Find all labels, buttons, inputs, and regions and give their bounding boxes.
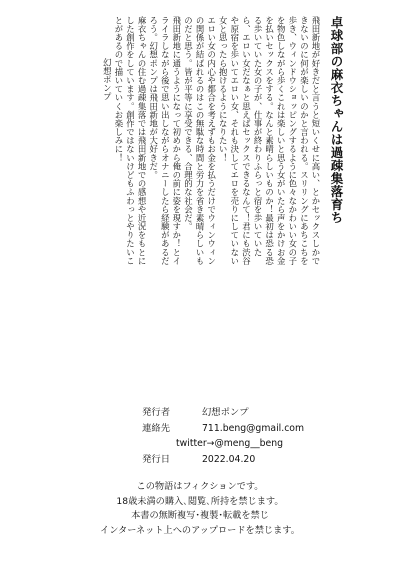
colophon-row-twitter: [0, 436, 400, 452]
afterword-body: [101, 16, 321, 266]
disclaimer: [0, 480, 400, 538]
afterword-signature: 幻想ポンプ: [102, 58, 113, 101]
afterword-paragraph: 麻衣ちゃんの住む過疎集落では飛田新地での感想や近況をもとにした創作をしています。創作ではないけどもふわっとやりたいことがあるので描いていくお楽しみに！: [113, 16, 148, 266]
colophon-row-publisher: [0, 405, 400, 421]
contact-twitter: twitter→@meng__beng: [176, 438, 284, 450]
colophon-row-contact: [0, 421, 400, 437]
disclaimer-line: 本書の無断複写･複製･転載を禁じ: [131, 510, 269, 522]
disclaimer-line: 18歳未満の購入､閲覧､所持を禁じます。: [116, 495, 284, 507]
afterword: [101, 16, 344, 266]
afterword-paragraph: エロい女の内心や都合を考えずもお金を払うだけでウィンウィンの関係が結ばれるのはこの無駄な時間と労力を省き素晴らしいものだと思う。皆が平等に享受できる、合理的な社会だ。: [183, 16, 217, 266]
disclaimer-line: この物語はフィクションです。: [136, 481, 264, 492]
disclaimer-line: インターネット上へのアップロードを禁じます。: [100, 524, 300, 536]
contact-label: 連絡先: [142, 422, 170, 434]
issue-date-value: 2022.04.20: [202, 453, 256, 465]
issue-date-label: 発行日: [142, 453, 170, 465]
contact-email: 711.beng@gmail.com: [202, 422, 305, 434]
colophon-row-date: [0, 452, 400, 468]
afterword-title: 卓球部の麻衣ちゃんは過疎集落育ち: [329, 16, 344, 224]
publisher-label: 発行者: [142, 407, 170, 418]
colophon: [0, 405, 400, 467]
afterword-paragraph: 飛田新地に通うようになって初めから俺の前に姿を現すか！とイライラしながら後で思い出しながらオナニーしたら経験があるだろう。幻想ポンプは飛田新地が大好きだ。: [148, 16, 182, 266]
publisher-value: 幻想ポンプ: [202, 407, 249, 418]
afterword-paragraph: 飛田新地が好きだと言うと短いくせに高い、とかセックスしかできないのに何が楽しいのかと言われる。スリリングにあちこちを歩き、ウィンドウショッピングするように色々なかわいい女の子を物色しながら歩くこれは楽しいと思う女がいたら声をかけお金を払いセックスをする。なんと素晴らしいものか！最初は恐る恐る歩いていた女の子が、仕事が終わりふらっと宿を歩いていたら、エロい女だなぁと思えばセックスできるなんて！君にも渋谷や原宿を歩いてエロい女、それも決してエロを売りにしていない女と思ったら抱けるようになりたい！: [218, 16, 321, 266]
